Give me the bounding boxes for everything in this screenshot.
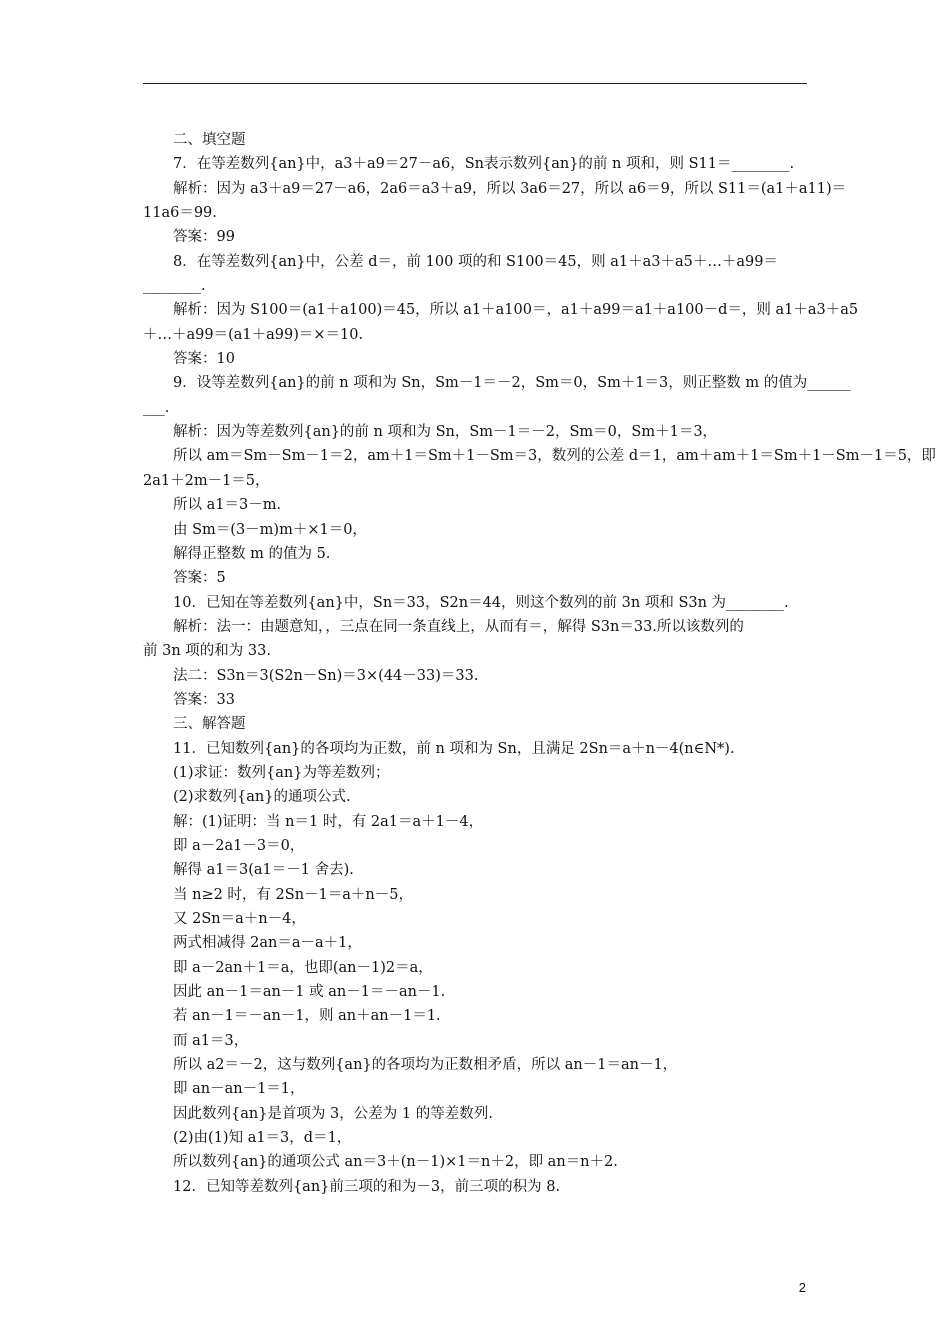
text-line: 即 a－2an＋1＝a，也即(an－1)2＝a， xyxy=(173,959,433,976)
text-line: 即 a－2a1－3＝0， xyxy=(173,837,305,854)
text-line: 12．已知等差数列{an}前三项的和为－3，前三项的积为 8. xyxy=(173,1178,561,1195)
text-line: 二、填空题 xyxy=(173,132,246,148)
text-line: 法二：S3n＝3(S2n－Sn)＝3×(44－33)＝33. xyxy=(173,667,479,684)
text-line: (2)由(1)知 a1＝3，d＝1， xyxy=(173,1130,352,1147)
text-line: 解得正整数 m 的值为 5. xyxy=(173,545,331,562)
text-line: 三、解答题 xyxy=(173,716,246,733)
text-line: 因此数列{an}是首项为 3，公差为 1 的等差数列. xyxy=(173,1105,493,1122)
text-line: (1)求证：数列{an}为等差数列； xyxy=(173,764,390,781)
text-line: (2)求数列{an}的通项公式. xyxy=(173,789,351,806)
text-line: 11．已知数列{an}的各项均为正数，前 n 项和为 Sn，且满足 2Sn＝a＋n－4(n∈N*). xyxy=(173,740,735,757)
document-body xyxy=(143,128,936,1199)
header-rule xyxy=(143,83,807,84)
text-line: 答案：5 xyxy=(173,570,226,587)
text-line: 答案：10 xyxy=(173,351,235,368)
page-number: 2 xyxy=(798,1280,806,1295)
text-line: 2a1＋2m－1＝5， xyxy=(143,472,270,489)
text-line: 由 Sm＝(3－m)m＋×1＝0， xyxy=(173,521,367,538)
text-line: 解析：因为等差数列{an}的前 n 项和为 Sn，Sm－1＝－2，Sm＝0，Sm＋1＝3， xyxy=(173,424,718,441)
text-line: 所以 a1＝3－m. xyxy=(173,497,282,514)
text-line: 所以 am＝Sm－Sm－1＝2，am＋1＝Sm＋1－Sm＝3，数列的公差 d＝1，am＋am＋1＝Sm＋1－Sm－1＝5，即 xyxy=(173,448,936,465)
text-line: ________. xyxy=(143,278,206,295)
text-line: 又 2Sn＝a＋n－4， xyxy=(173,911,306,927)
text-line: 解析：因为 a3＋a9＝27－a6，2a6＝a3＋a9，所以 3a6＝27，所以 a6＝9，所以 S11＝(a1＋a11)＝ xyxy=(173,180,847,197)
text-line: 9．设等差数列{an}的前 n 项和为 Sn，Sm－1＝－2，Sm＝0，Sm＋1＝3，则正整数 m 的值为______ xyxy=(173,375,851,392)
text-line: 解析：因为 S100＝(a1＋a100)＝45，所以 a1＋a100＝，a1＋a99＝a1＋a100－d＝，则 a1＋a3＋a5 xyxy=(173,302,859,319)
text-line: 解：(1)证明：当 n＝1 时，有 2a1＝a＋1－4， xyxy=(173,813,484,830)
text-line: 答案：99 xyxy=(173,229,235,246)
text-line: 答案：33 xyxy=(173,691,235,708)
text-line: ＋…＋a99＝(a1＋a99)＝×＝10. xyxy=(143,326,364,343)
text-line: 两式相减得 2an＝a－a＋1， xyxy=(173,935,362,952)
text-line: 即 an－an－1＝1， xyxy=(173,1081,305,1098)
text-line: 11a6＝99. xyxy=(143,205,217,222)
text-line: 而 a1＝3， xyxy=(173,1032,249,1049)
text-line: 10．已知在等差数列{an}中，Sn＝33，S2n＝44，则这个数列的前 3n 项和 S3n 为________. xyxy=(173,594,789,611)
text-line: 解析：法一：由题意知，，三点在同一条直线上，从而有＝，解得 S3n＝33.所以该数列的 xyxy=(173,618,744,635)
text-line: 因此 an－1＝an－1 或 an－1＝－an－1. xyxy=(173,984,446,1001)
text-line: 所以 a2＝－2，这与数列{an}的各项均为正数相矛盾，所以 an－1＝an－1， xyxy=(173,1057,678,1074)
text-line: 所以数列{an}的通项公式 an＝3＋(n－1)×1＝n＋2，即 an＝n＋2. xyxy=(173,1154,618,1171)
text-line: 7．在等差数列{an}中，a3＋a9＝27－a6，Sn表示数列{an}的前 n 项和，则 S11＝________. xyxy=(173,156,795,173)
text-line: 若 an－1＝－an－1，则 an＋an－1＝1. xyxy=(173,1008,441,1025)
text-line: 前 3n 项的和为 33. xyxy=(143,643,271,660)
text-line: ___. xyxy=(143,399,170,416)
text-line: 解得 a1＝3(a1＝－1 舍去). xyxy=(173,862,354,879)
text-line: 当 n≥2 时，有 2Sn－1＝a＋n－5， xyxy=(173,886,413,903)
text-line: 8．在等差数列{an}中，公差 d＝，前 100 项的和 S100＝45，则 a1＋a3＋a5＋…＋a99＝ xyxy=(173,253,778,270)
